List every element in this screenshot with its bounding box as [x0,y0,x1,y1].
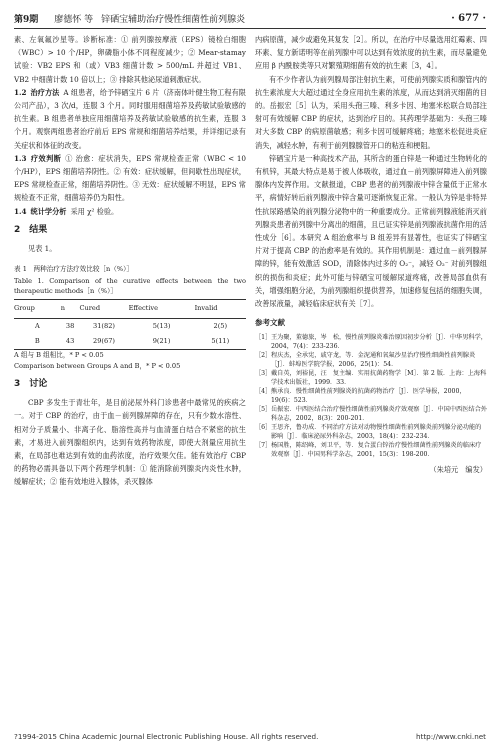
table-note-en: Comparison between Groups A and B，* P < 0.05 [14,362,181,371]
table-caption-cn: 表 1 两种治疗方法疗效比较［n（%）］ [14,265,134,274]
footer-url[interactable]: http://www.cnki.net [415,732,486,741]
section-1-2-text: A 组患者，给予锌硒宝片 6 片（济南体叶健生物工程有限公司产品），3 次/d，连服 3 个月。同时服用细菌培养及药敏试验敏感的抗生素。B 组患者单独应用细菌培养及药敏试验敏感的抗生素，连服 3 个月。观察两组患者治疗前后 EPS 常规和细菌培养结果，并详细记录有关症状和体征的改变。 [14,87,246,150]
table-cell: 5(11) [195,334,246,350]
reference-number: ［6］ [255,424,272,432]
editor-note: （朱培元 编发） [429,465,487,475]
table-header-row [14,300,246,318]
table-header-n: n [61,300,80,318]
table-cell: A [34,321,40,330]
table-header-cured: Cured [79,300,128,318]
header-title: 锌硒宝辅助治疗慢性细菌性前列腺炎 [101,14,246,25]
reference-text: 岳振宏．中西医结合治疗慢性细菌性前列腺炎疗效观察［J］．中国中西医结合外科杂志，2002，8(3)：200-201． [271,406,487,423]
reference-number: ［2］ [255,352,272,360]
references-heading: 参考文献 [255,318,285,328]
table-cell: 2(5) [213,321,228,330]
table-cell: 9(21) [129,334,195,350]
reference-item [255,423,487,441]
section-1-2-title: 治疗方法 [30,87,60,97]
reference-text: 王思齐，鲁功成．不同治疗方法对动物慢性细菌性前列腺炎前列腺分泌功能的影响［J］．临床泌尿外科杂志，2003，18(4)：232-234． [271,424,482,441]
reference-item [255,405,487,423]
table-row [14,334,246,350]
discussion-continued: 内病原菌，减少或避免其复发［2］。所以，在治疗中尽量选用红霉素、四环素、复方新诺明等在前列腺中可以达到有效浓度的抗生素，而尽量避免应用 β 内酰胺类等只对繁殖期细菌有效的抗生素［3，4］。 [255,35,487,71]
header-author: 廖德怀 等 [54,14,94,25]
section-3-heading: 3 讨论 [14,379,48,390]
copyright-footer [14,732,486,741]
right-column [255,33,487,477]
section-1-3 [14,152,246,205]
reference-text: 熊承良．慢性细菌性前列腺炎的抗菌药物治疗［J］．医学导报，2000，19(6)：523． [271,388,466,405]
reference-number: ［4］ [255,388,272,396]
results-table [14,299,246,350]
discussion-paragraph-2: 有不少作者认为前列腺局部注射抗生素，可使前列腺实质和腺管内的抗生素浓度大大超过通过全身应用抗生素的浓度，从而达到消灭细菌的目的。岳振宏［5］认为，采用头孢三嗪、利多卡因、地塞米松联合局部注射可有效缓解 CBP 的症状，达到治疗目的。其药理学基础为：头孢三嗪对大多数 CBP 的病原菌敏感；利多卡因可缓解疼痛；地塞米松促进炎症消失，减轻水肿，有利于前列腺腺管开口的粘连和梗阻。 [255,74,487,150]
reference-number: ［1］ [255,334,272,342]
table-cell: 43 [61,334,80,350]
table-cell: 29(67) [79,334,128,350]
section-1-2-number: 1.2 [14,87,27,97]
table-header-invalid: Invalid [195,300,246,318]
discussion-paragraph: CBP 多发生于青壮年，是目前泌尿外科门诊患者中最常见的疾病之一。对于 CBP 的治疗，由于血－前列腺屏障的存在，只有少数水溶性、相对分子质量小、非离子化、脂溶性高并与血清蛋白结合不紧密的抗生素，才易进入前列腺组织内，达到有效药物浓度，即使大剂量应用抗生素，在局部也难达到有效的血药浓度，治疗效果欠佳。能有效治疗 CBP 的药物必需具备以下两个药理学机制：① 能消除前列腺炎内炎性水肿，缓解症状；② 能有效地进入腺体，杀灭腺体 [14,398,246,487]
left-column [14,33,246,489]
section-1-4 [14,205,246,218]
reference-number: ［7］ [255,442,272,450]
section-1-3-number: 1.3 [14,153,27,163]
reference-text: 杨国胜，陈绍峰，刘卫平，等．复合蛋白锌治疗慢性细菌性前列腺炎的临床疗效观察［J］．中国男科学杂志，2001，15(3)：198-200． [271,442,482,459]
table-cell: 5(13) [152,321,171,330]
discussion-paragraph-3: 锌硒宝片是一种高技术产品，其所含的蛋白锌是一种通过生物转化的有机锌，其最大特点是易于被人体吸收，通过血－前列腺屏障进入前列腺腺体内发挥作用。文献报道，CBP 患者的前列腺液中锌含量低于正常水平，病情好转后前列腺液中锌含量可逐渐恢复正常。一般认为锌是非特异性抗尿路感染的前列腺分泌物中的一种重要成分。正常前列腺液能消灭前列腺炎患者前列腺中分离出的细菌，且已证实锌是前列腺液抗菌作用的活性成分［6］。本研究 A 组治愈率与 B 组差异有显著性，也证实了锌硒宝片对于提高 CBP 的治愈率是有效的。其作用机制是：通过血－前列腺屏障的锌，能有效激活 SOD，清除体内过多的 O₂⁻，减轻 O₂⁻ 对前列腺组织的损伤和炎症；此外可能与锌硒宝可缓解尿道疼痛，改善局部血供有关，增强细胞分泌，为前列腺组织提供营养，加速修复包括的细胞失调，改善尿液量，减轻临床症状有关［7］。 [255,153,487,309]
table-note-cn: A 组与 B 组相比，* P < 0.05 [14,351,104,360]
reference-item [255,441,487,459]
reference-text: 程庆杰，全承宪，戚守龙，等．金泥通和氧氟沙星治疗慢性细菌性前列腺炎［J］．蚌埠医学院学报，2006，25(1)：54． [271,352,476,369]
section-1-3-title: 疗效判断 [30,153,62,163]
section-1-2 [14,86,246,152]
running-header [14,8,486,29]
reference-number: ［5］ [255,406,272,414]
issue-number: 第9期 [14,14,39,25]
reference-number: ［3］ [255,370,272,378]
section-1-3-text: ① 治愈：症状消失，EPS 常规检查正常（WBC < 10 个/HP），EPS 细菌培养阴性。② 有效：症状缓解，但间歇性出现症状，EPS 常规检查正常，细菌培养阴性。③ 无效：症状缓解不明显，EPS 常规检查不正常，细菌培养仍为阳性。 [14,153,246,203]
table-header-effective: Effective [129,300,195,318]
table-header-group: Group [14,300,61,318]
reference-item [255,333,487,351]
copyright-text: ?1994-2015 China Academic Journal Electronic Publishing House. All rights reserved. [14,732,319,741]
table-row [14,318,246,334]
section-2-text: 见表 1。 [28,244,57,254]
section-1-4-text: 采用 χ² 检验。 [70,206,119,216]
section-2-heading: 2 结果 [14,224,48,235]
table-caption-en: Table 1. Comparison of the curative effects between the two therapeutic methods［n（%）］ [14,277,246,296]
diagnosis-criteria: 素、左氧氟沙星等。诊断标准：① 前列腺按摩液（EPS）镜检白细胞（WBC）> 10 个/HP，卵磷脂小体不同程度减少；② Mear-stamay 试验：VB2 EPS 和（或）VB3 细菌计数 > 500/mL 并超过 VB1、VB2 中细菌计数 10 倍以上；③ 排除其他泌尿道刺激症状。 [14,35,246,84]
table-cell: 38 [65,321,75,330]
table-cell: 31(82) [93,321,115,330]
reference-item [255,387,487,405]
reference-text: 王为聚，董德旅，岑 松，慢性前列腺炎难治原因初步分析［J］．中华男科学，2004，7(4)：233-236． [271,334,487,351]
reference-text: 戴自英，刘裕昆，汪 复主编．实用抗菌药物学［M］．第 2 版．上海：上海科学技术出版社，1999．33． [271,370,487,387]
section-1-4-number: 1.4 [14,206,27,216]
table-cell: B [14,334,61,350]
page-number: · 677 · [451,12,486,24]
reference-item [255,351,487,369]
reference-item [255,369,487,387]
section-1-4-title: 统计学分析 [30,206,67,216]
